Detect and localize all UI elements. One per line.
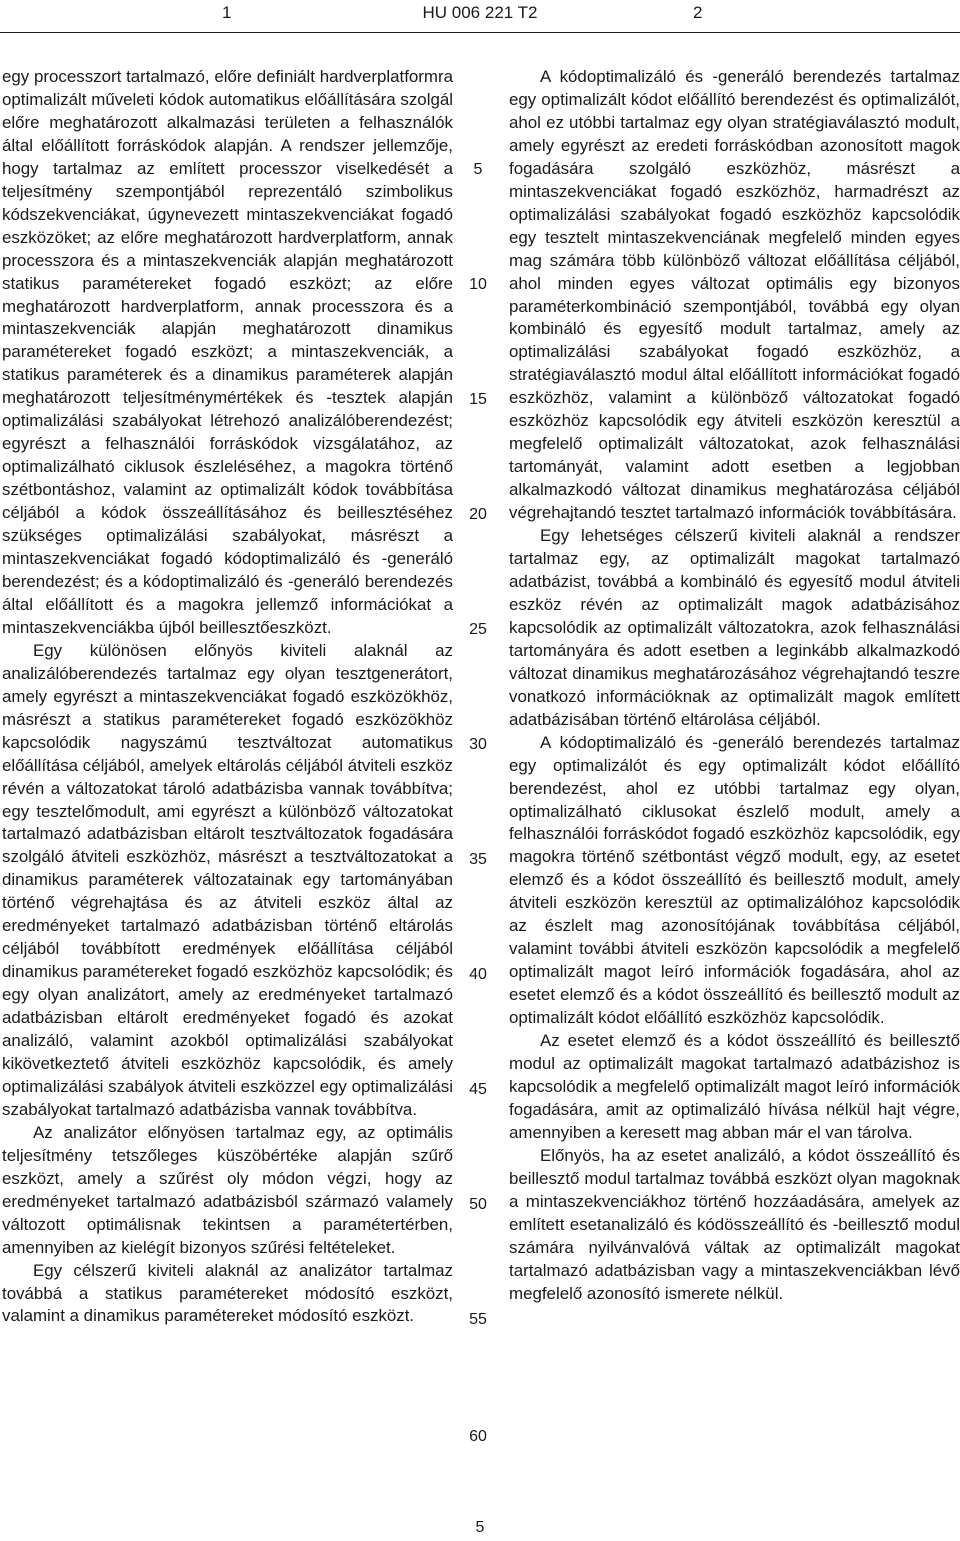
line-number: 30 (469, 736, 487, 753)
right-paragraph: Egy lehetséges célszerű kiviteli alaknál a rendszer tartalmaz egy, az optimalizált magokat tartalmazó adatbázist, továbbá a kombináló és egyesítő modul átviteli eszköz révén az optimalizált magok adatbázisához kapcsolódik az optimalizált változatokra, azok felhasználási tartományára és adott esetben a leginkább alkalmazkodó változat dinamikus meghatározásához végrehajtandó teszre vonatkozó információknak az optimalizált magok említett adatbázisában történő eltárolása céljából. (509, 526, 960, 729)
line-number: 40 (469, 966, 487, 983)
right-paragraph: Előnyös, ha az esetet analizáló, a kódot összeállító és beillesztő modul tartalmaz továbbá eszközt olyan magoknak a mintaszekvenciákhoz történő hozzáadására, amelyek az említett esetanalizáló és kódösszeállító és -beillesztő modul számára nyilvánvalóvá váltak az optimalizált magokat tartalmazó adatbázisban vagy a mintaszekvenciákban lévő megfelelő azonosító ismerete nélkül. (509, 1145, 960, 1303)
left-page-number: 1 (222, 3, 232, 22)
line-number: 15 (469, 391, 487, 408)
line-number: 60 (469, 1428, 487, 1445)
patent-number: HU 006 221 T2 (422, 3, 538, 22)
line-number: 20 (469, 506, 487, 523)
header-rule (0, 32, 960, 33)
right-page-number: 2 (693, 3, 703, 22)
left-paragraph: Egy célszerű kiviteli alaknál az analizátor tartalmaz továbbá a statikus paramétereket módosító eszközt, valamint a dinamikus paramétereket módosító eszközt. (2, 1260, 453, 1326)
line-number: 25 (469, 621, 487, 638)
left-paragraph: egy processzort tartalmazó, előre definiált hardverplatformra optimalizált műveleti kódok automatikus előállítására szolgál előre meghatározott alkalmazási területen a felhasználók által előállított forráskódok alapján. A rendszer jellemzője, hogy tartalmaz az említett processzor viselkedését a teljesítmény szempontjából reprezentáló szimbolikus kódszekvenciákat, úgynevezett mintaszekvenciákat fogadó eszközöket; az előre meghatározott hardverplatform, annak processzora és a mintaszekvenciák alapján meghatározott statikus paramétereket fogadó eszközt; az előre meghatározott hardverplatform, annak processzora és a mintaszekvenciák alapján meghatározott dinamikus paramétereket fogadó eszközt; a mintaszekvenciák, a statikus paraméterek és a dinamikus paraméterek alapján meghatározott teljesítménymértékek és -tesztek alapján optimalizálási szabályokat létrehozó analizálóberendezést; egyrészt a felhasználói forráskódok vizsgálatához, az optimalizálható ciklusok észleléséhez, a magokra történő szétbontáshoz, valamint az optimalizált kódok továbbítása céljából a kódok összeállításához és beillesztéséhez szükséges optimalizálási szabályokat, másrészt a mintaszekvenciákat fogadó kódoptimalizáló és -generáló berendezést; és a kódoptimalizáló és -generáló berendezés által előállított és a magokra jellemző információkat a mintaszekvenciákba újból beillesztőeszközt. (2, 67, 453, 637)
line-number: 50 (469, 1196, 487, 1213)
page-header (0, 0, 960, 40)
left-paragraph: Egy különösen előnyös kiviteli alaknál az analizálóberendezés tartalmaz egy olyan tesztgenerátort, amely egyrészt a mintaszekvenciákat fogadó eszközökhöz, másrészt a statikus paramétereket fogadó eszközökhöz kapcsolódik nagyszámú tesztváltozat automatikus előállítása céljából, amelyek eltárolás céljából átviteli eszköz révén a változatokat tároló adatbázisba vannak továbbítva; egy tesztelőmodult, ami egyrészt a különböző változatokat tartalmazó adatbázisban eltárolt tesztváltozatok fogadására szolgáló átviteli eszközhöz, másrészt a tesztváltozatokat a dinamikus paraméterek változatainak egy tartományában történő végrehajtása és az átviteli eszköz által az eredményeket tartalmazó adatbázisban történő eltárolás céljából továbbított eredmények előállítása céljából dinamikus paramétereket fogadó eszközhöz kapcsolódik; és egy olyan analizátort, amely az eredményeket tartalmazó adatbázisban eltárolt eredményeket fogadó és azokat analizáló, valamint azokból optimalizálási szabályokat kikövetkeztető átviteli eszközhöz kapcsolódik, és amely optimalizálási szabályok átviteli eszközzel egy optimalizálási szabályokat tartalmazó adatbázisba vannak továbbítva. (2, 640, 453, 1119)
line-number: 35 (469, 851, 487, 868)
left-column (2, 66, 453, 1328)
right-paragraph: A kódoptimalizáló és -generáló berendezés tartalmaz egy optimalizált kódot előállító berendezést és optimalizálót, ahol ez utóbbi tartalmaz egy olyan stratégiaválasztó modult, amely egyrészt az eredeti forráskódban azonosított magok fogadására szolgáló eszközhöz, másrészt a mintaszekvenciákat fogadó eszközhöz, harmadrészt az optimalizálási szabályokat fogadó eszközhöz kapcsolódik egy tesztelt mintaszekvenciának megfelelő minden egyes mag számára több különböző változat előállítása céljából, ahol minden egyes változat optimális egy bizonyos paraméterkombináció szempontjából, továbbá egy olyan kombináló és egyesítő modult tartalmaz, amely az optimalizálási szabályokat fogadó eszközhöz, a stratégiaválasztó modul által előállított információkat fogadó eszközhöz, valamint a különböző változatokat fogadó eszközhöz kapcsolódik egy átviteli eszközön keresztül a megfelelő optimalizált változatokat, azok felhasználási tartományát, valamint adott esetben a legjobban alkalmazkodó változat dinamikus meghatározása céljából végrehajtandó tesztet tartalmazó információk továbbítására. (509, 67, 960, 523)
right-column (509, 66, 960, 1305)
left-paragraph: Az analizátor előnyösen tartalmaz egy, az optimális teljesítmény tetszőleges küszöbértéke alapján szűrő eszközt, amely a szűrést oly módon végzi, hogy az eredményeket tartalmazó adatbázisból származó valamely változott optimálisnak tekintsen a paramétertérben, amennyiben az kielégít bizonyos szűrési feltételeket. (2, 1122, 453, 1257)
line-number: 10 (469, 276, 487, 293)
line-number: 5 (473, 161, 483, 178)
right-paragraph: Az esetet elemző és a kódot összeállító és beillesztő modul az optimalizált magokat tartalmazó adatbázishoz is kapcsolódik a megfelelő optimalizált magot leíró információk fogadására, amit az optimalizáló hívása nélkül hajt végre, amennyiben a keresett mag abban már el van tárolva. (509, 1031, 960, 1142)
right-paragraph: A kódoptimalizáló és -generáló berendezés tartalmaz egy optimalizálót és egy optimalizált kódot előállító berendezést, ahol ez utóbbi tartalmaz egy olyan, optimalizálható ciklusokat észlelő modult, amely a felhasználói forráskódot fogadó eszközhöz kapcsolódik, egy magokra történő szétbontást végző modult, egy, az esetet elemző és a kódot összeállító és beillesztő modult, amely átviteli eszközön keresztül az optimalizálóhoz kapcsolódik az észlelt mag azonosítójának továbbítása céljából, valamint további átviteli eszközön kapcsolódik a megfelelő optimalizált magot leíró információk fogadására, ahol az esetet elemző és a kódot összeállító és beillesztő modult az optimalizált kódot előállító eszközhöz kapcsolódik. (509, 732, 960, 1028)
footer-page-number: 5 (475, 1519, 485, 1536)
line-number: 45 (469, 1081, 487, 1098)
line-number: 55 (469, 1311, 487, 1328)
